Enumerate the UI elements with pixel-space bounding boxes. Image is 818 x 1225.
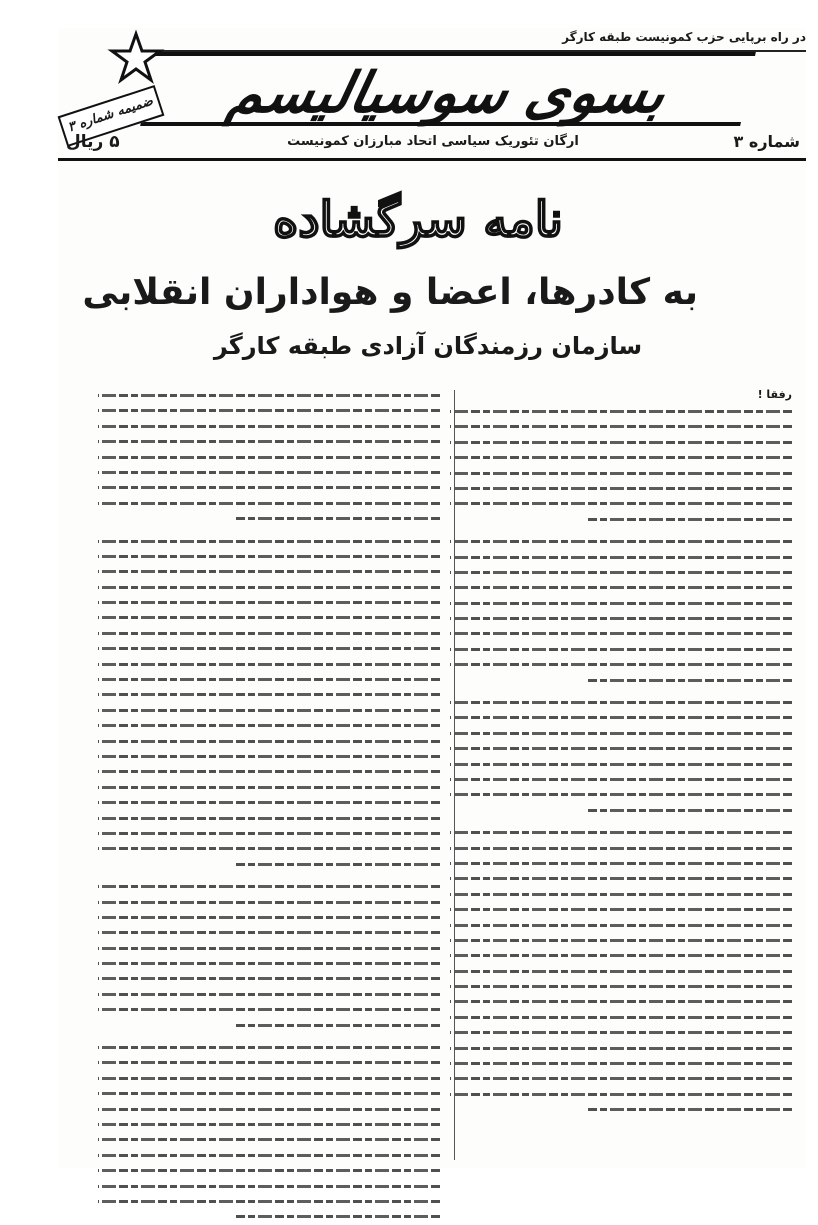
text-line [98, 956, 440, 971]
text-line [98, 1132, 440, 1147]
text-line [98, 910, 440, 925]
text-line [98, 419, 440, 434]
text-line [450, 534, 792, 549]
text-line [98, 841, 440, 856]
text-line [98, 764, 440, 779]
text-line [450, 450, 792, 465]
text-line [450, 642, 792, 657]
text-line [98, 610, 440, 625]
masthead [58, 28, 806, 178]
text-line [450, 825, 792, 840]
letter-greeting: رفقا ! [757, 388, 792, 401]
text-line [450, 404, 792, 419]
text-line [98, 580, 440, 595]
text-line [98, 811, 440, 826]
text-line [450, 1087, 792, 1102]
text-line [98, 749, 440, 764]
text-line [450, 550, 792, 565]
paragraph [450, 695, 792, 818]
paragraph [98, 388, 440, 527]
text-line [98, 511, 440, 526]
text-line [450, 841, 792, 856]
text-line [98, 403, 440, 418]
text-line [98, 879, 440, 894]
column-divider [454, 390, 455, 1160]
organ-subtitle: ارگان تئوریک سیاسی اتحاد مبارزان کمونیست [287, 134, 579, 149]
text-line [98, 1163, 440, 1178]
text-line [450, 979, 792, 994]
text-line [98, 1209, 440, 1224]
article-column-right [450, 388, 792, 1163]
text-line [98, 626, 440, 641]
text-block-right [450, 404, 792, 1118]
text-line [98, 434, 440, 449]
text-line [450, 964, 792, 979]
text-line [98, 703, 440, 718]
text-line [98, 941, 440, 956]
letter-subtitle: به کادرها، اعضا و هواداران انقلابی [82, 272, 698, 313]
text-line [450, 1102, 792, 1117]
letter-organization: سازمان رزمندگان آزادی طبقه کارگر [213, 332, 643, 360]
text-line [98, 496, 440, 511]
text-line [98, 857, 440, 872]
text-line [450, 787, 792, 802]
text-line [450, 757, 792, 772]
text-line [450, 1041, 792, 1056]
article-column-left [98, 388, 440, 1163]
text-line [450, 481, 792, 496]
text-line [98, 1179, 440, 1194]
text-line [98, 971, 440, 986]
masthead-slogan: در راه برپایی حزب کمونیست طبقه کارگر [562, 30, 806, 44]
paragraph [450, 825, 792, 1117]
text-line [98, 534, 440, 549]
price-label: ۵ ریال [66, 132, 120, 152]
text-line [98, 795, 440, 810]
text-line [98, 1086, 440, 1101]
text-line [450, 994, 792, 1009]
text-line [450, 565, 792, 580]
paragraph [450, 534, 792, 688]
text-line [450, 871, 792, 886]
text-line [98, 465, 440, 480]
text-line [98, 687, 440, 702]
text-line [450, 512, 792, 527]
text-line [98, 1148, 440, 1163]
text-line [450, 918, 792, 933]
text-line [98, 657, 440, 672]
masthead-bottom-rule [58, 158, 806, 161]
text-line [450, 611, 792, 626]
text-line [450, 435, 792, 450]
text-line [450, 419, 792, 434]
newspaper-page [58, 28, 806, 1168]
text-line [98, 895, 440, 910]
text-line [450, 856, 792, 871]
text-line [450, 673, 792, 688]
text-line [450, 887, 792, 902]
text-block-left [98, 388, 440, 1225]
text-line [450, 772, 792, 787]
text-line [450, 948, 792, 963]
text-line [450, 1010, 792, 1025]
text-line [98, 780, 440, 795]
text-line [450, 580, 792, 595]
text-line [450, 741, 792, 756]
text-line [98, 826, 440, 841]
text-line [450, 695, 792, 710]
text-line [98, 718, 440, 733]
paragraph [98, 1040, 440, 1225]
text-line [98, 549, 440, 564]
text-line [450, 710, 792, 725]
text-line [98, 1117, 440, 1132]
text-line [98, 1018, 440, 1033]
text-line [98, 734, 440, 749]
text-line [450, 1071, 792, 1086]
newspaper-logo: بسوی سوسیالیسم [140, 52, 756, 126]
issue-number: شماره ۳ [733, 132, 800, 151]
text-line [98, 641, 440, 656]
supplement-badge: ضمیمه شماره ۳ [58, 85, 165, 147]
text-line [450, 1025, 792, 1040]
text-line [98, 925, 440, 940]
text-line [450, 803, 792, 818]
text-line [98, 1194, 440, 1209]
text-line [98, 1055, 440, 1070]
text-line [98, 987, 440, 1002]
text-line [98, 1102, 440, 1117]
text-line [450, 902, 792, 917]
text-line [98, 1040, 440, 1055]
text-line [98, 1071, 440, 1086]
text-line [98, 595, 440, 610]
text-line [98, 450, 440, 465]
text-line [450, 657, 792, 672]
paragraph [450, 404, 792, 527]
text-line [450, 626, 792, 641]
text-line [450, 726, 792, 741]
text-line [450, 1056, 792, 1071]
text-line [98, 564, 440, 579]
letter-title: نامه سرگشاده [273, 192, 563, 248]
text-line [98, 672, 440, 687]
paragraph [98, 879, 440, 1033]
text-line [450, 496, 792, 511]
text-line [450, 933, 792, 948]
paragraph [98, 534, 440, 873]
text-line [450, 596, 792, 611]
text-line [98, 480, 440, 495]
text-line [450, 466, 792, 481]
text-line [98, 388, 440, 403]
text-line [98, 1002, 440, 1017]
